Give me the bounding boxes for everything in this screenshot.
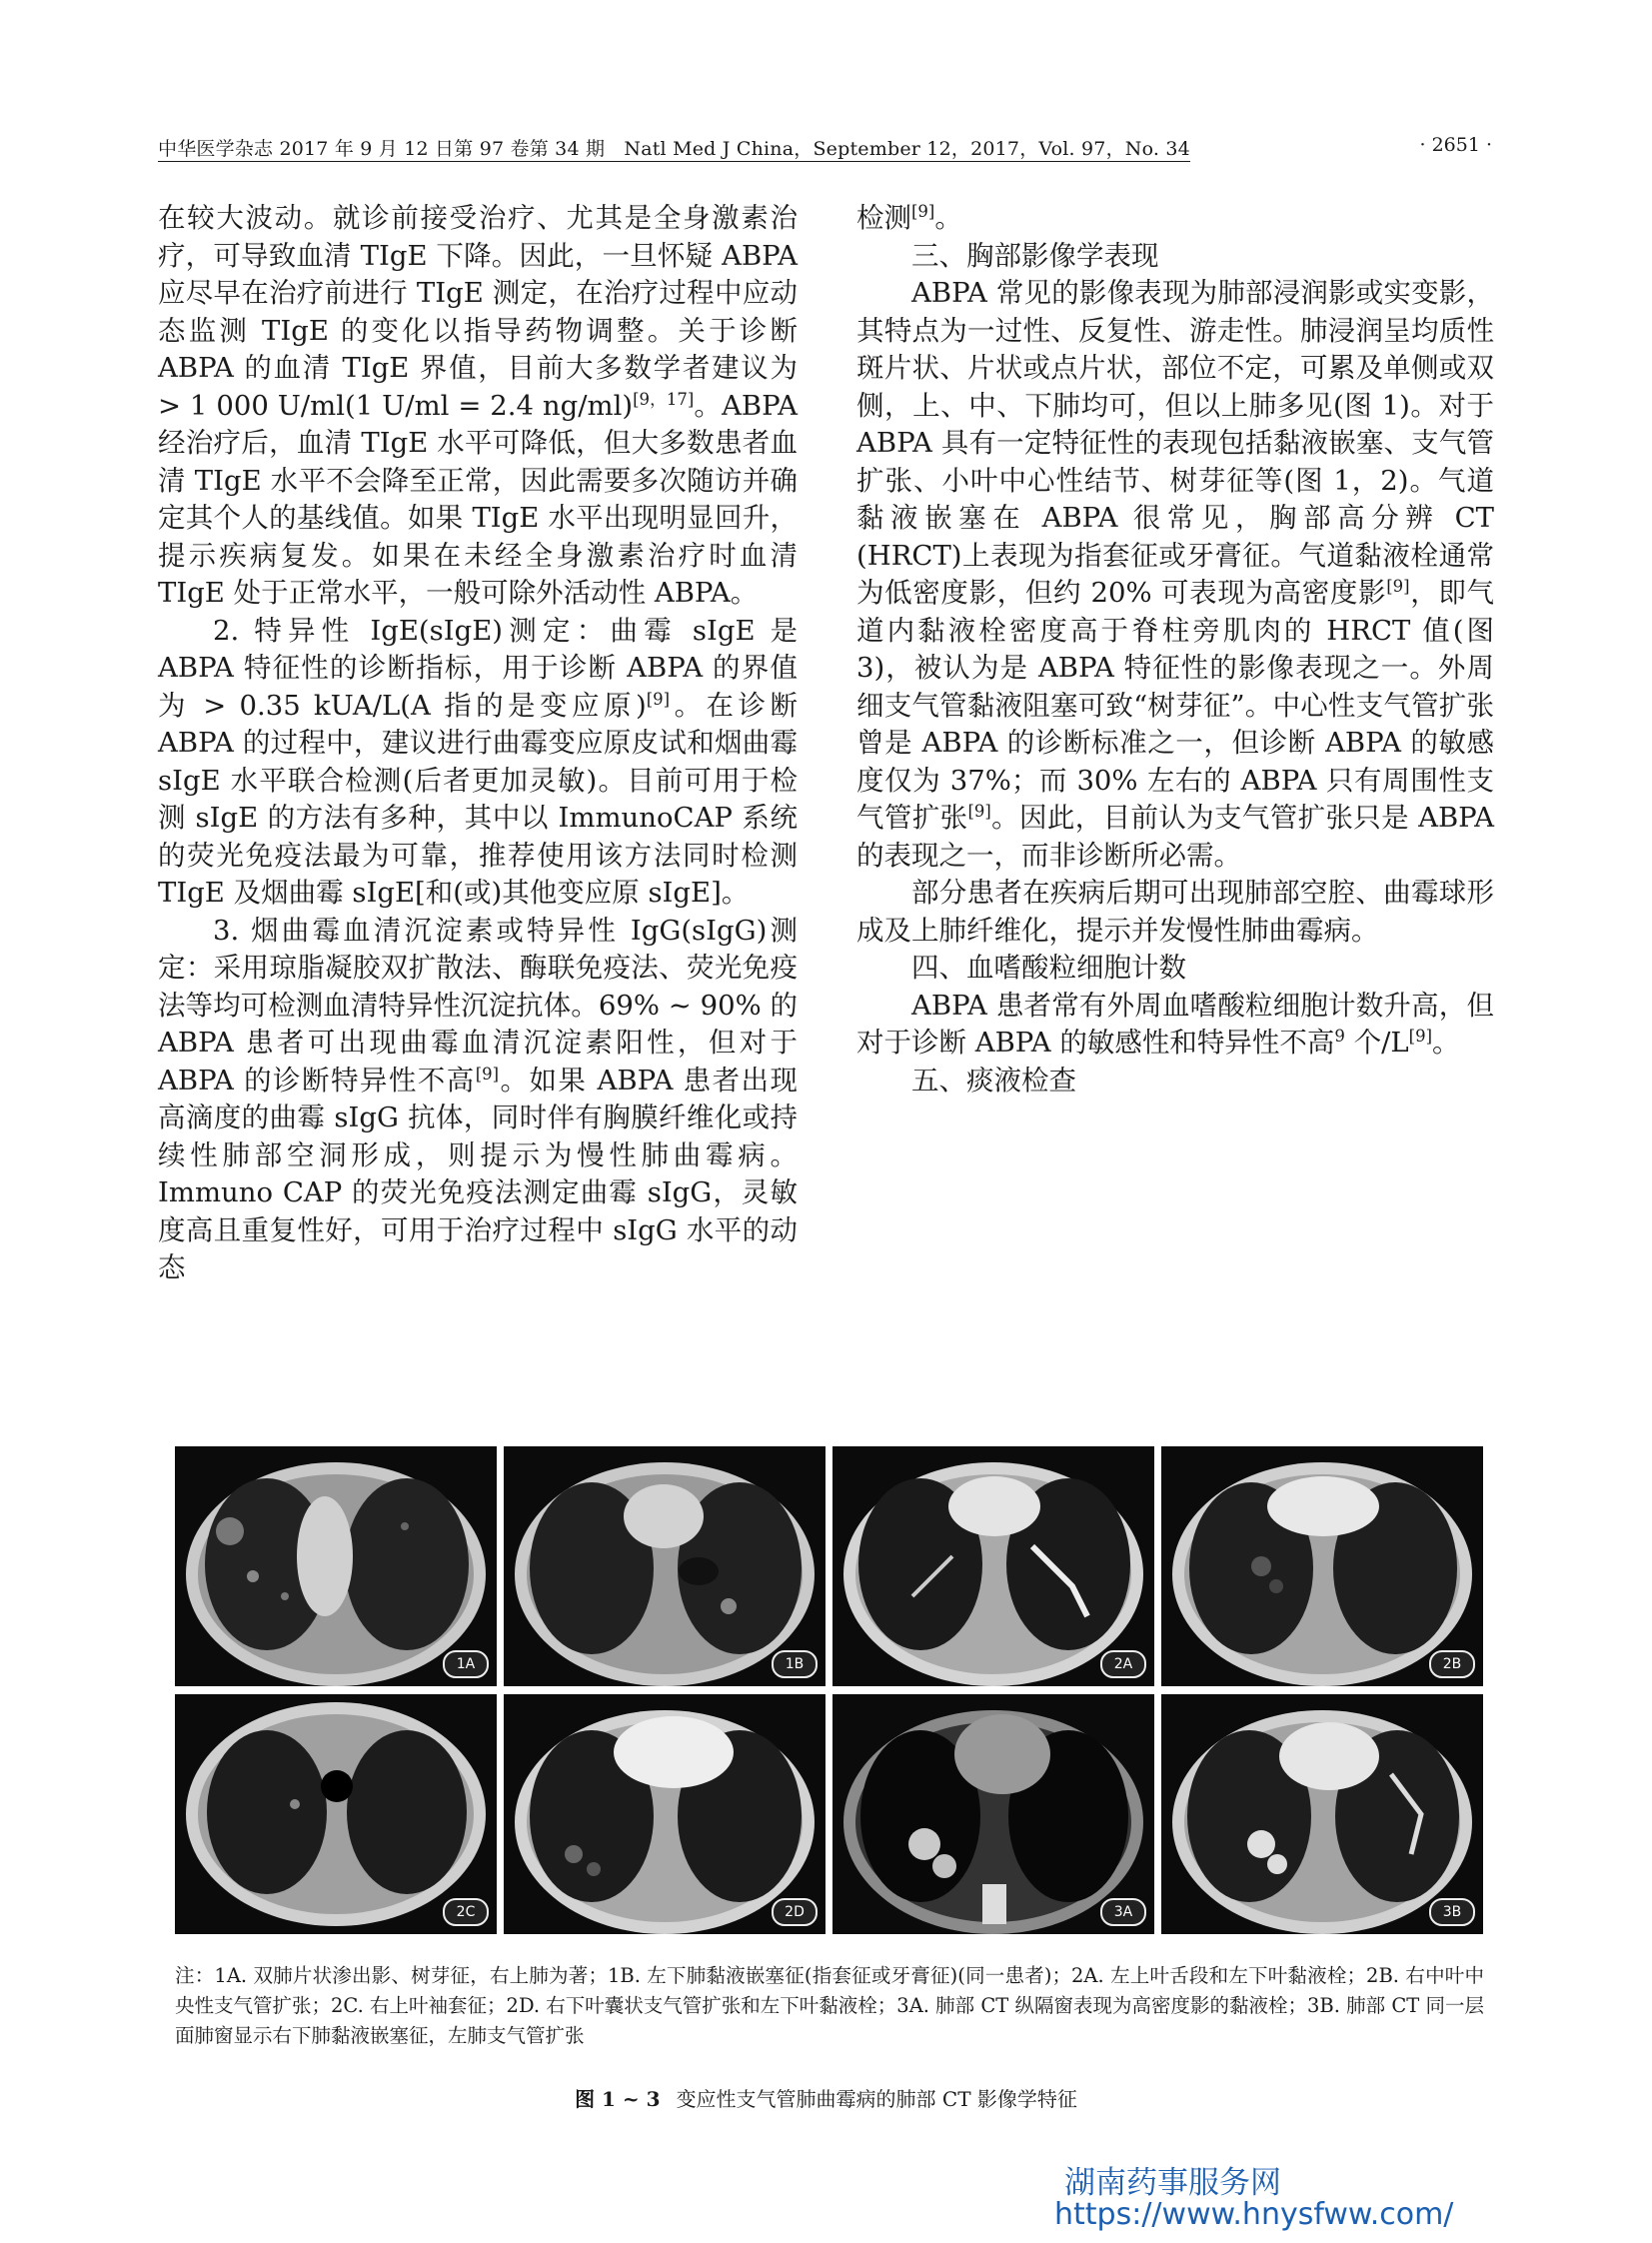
citation: [9]	[967, 801, 991, 821]
section-heading-imaging: 三、胸部影像学表现	[911, 239, 1159, 272]
paragraph-late-stage: 部分患者在疾病后期可出现肺部空腔、曲霉球形成及上肺纤维化，提示并发慢性肺曲霉病。	[856, 877, 1494, 947]
citation: [9]	[1408, 1026, 1433, 1046]
left-column	[158, 200, 798, 1287]
figure-caption	[0, 2083, 1652, 2112]
citation: [9]	[1386, 576, 1410, 596]
ct-figure-grid	[175, 1446, 1484, 1936]
ct-panel-2c	[175, 1694, 497, 1934]
ct-panel-1b	[504, 1446, 826, 1686]
ct-panel-3a	[832, 1694, 1154, 1934]
section-heading-eosinophil: 四、血嗜酸粒细胞计数	[911, 952, 1186, 984]
panel-label: 2C	[443, 1898, 489, 1926]
panel-label: 2A	[1100, 1650, 1146, 1678]
ct-panel-2b	[1161, 1446, 1483, 1686]
paragraph-tige: 在较大波动。就诊前接受治疗、尤其是全身激素治疗，可导致血清 TIgE 下降。因此，一旦怀疑 ABPA 应尽早在治疗前进行 TIgE 测定，在治疗过程中应动态监测 TIgE 的变化以指导药物调整。关于诊断 ABPA 的血清 TIgE 界值，目前大多数学者建议为 > 1 000 U/ml(1 U/ml = 2.4 ng/ml)[9，17]。ABPA 经治疗后，血清 TIgE 水平可降低，但大多数患者血清 TIgE 水平不会降至正常，因此需要多次随访并确定其个人的基线值。如果 TIgE 水平出现明显回升，提示疾病复发。如果在未经全身激素治疗时血清 TIgE 处于正常水平，一般可除外活动性 ABPA。	[158, 202, 798, 609]
citation: [9]	[911, 201, 935, 221]
ct-panel-1a	[175, 1446, 497, 1686]
watermark-site-name: 湖南药事服务网	[1064, 2165, 1281, 2201]
panel-label: 2B	[1429, 1650, 1475, 1678]
ct-scan-image	[175, 1694, 497, 1934]
citation: [9]	[475, 1064, 500, 1084]
panel-label: 3B	[1429, 1898, 1475, 1926]
exponent: 9	[1334, 1026, 1345, 1046]
ct-scan-image	[832, 1694, 1154, 1934]
journal-citation: 中华医学杂志 2017 年 9 月 12 日第 97 卷第 34 期 Natl Med J China，September 12，2017，Vol. 97，No. 34	[158, 138, 1190, 160]
section-heading-sputum: 五、痰液检查	[911, 1064, 1076, 1097]
ct-panel-3b	[1161, 1694, 1483, 1934]
figure-number: 图 1 ~ 3	[575, 2087, 661, 2111]
figure-title: 变应性支气管肺曲霉病的肺部 CT 影像学特征	[676, 2087, 1077, 2111]
paragraph-continuation: 检测[9]。	[856, 201, 962, 234]
right-column	[856, 200, 1494, 1100]
citation: [9，17]	[633, 389, 695, 409]
paragraph-eosinophil: ABPA 患者常有外周血嗜酸粒细胞计数升高，但对于诊断 ABPA 的敏感性和特异性不高$^9$ 个/L[9]。	[856, 989, 1494, 1059]
paragraph-sigg: 3. 烟曲霉血清沉淀素或特异性 IgG(sIgG)测定：采用琼脂凝胶双扩散法、酶联免疫法、荧光免疫法等均可检测血清特异性沉淀抗体。69% ~ 90% 的 ABPA 患者可出现曲霉血清沉淀素阳性，但对于 ABPA 的诊断特异性不高[9]。如果 ABPA 患者出现高滴度的曲霉 sIgG 抗体，同时伴有胸膜纤维化或持续性肺部空洞形成，则提示为慢性肺曲霉病。Immuno CAP 的荧光免疫法测定曲霉 sIgG，灵敏度高且重复性好，可用于治疗过程中 sIgG 水平的动态	[158, 914, 798, 1283]
ct-scan-image	[1161, 1446, 1483, 1686]
citation: [9]	[646, 689, 671, 709]
page-number: · 2651 ·	[1419, 134, 1492, 156]
ct-scan-image	[175, 1446, 497, 1686]
ct-scan-image	[504, 1446, 826, 1686]
panel-label: 3A	[1100, 1898, 1146, 1926]
ct-scan-image	[1161, 1694, 1483, 1934]
ct-panel-2a	[832, 1446, 1154, 1686]
running-header	[158, 132, 1492, 168]
ct-scan-image	[832, 1446, 1154, 1686]
ct-panel-2d	[504, 1694, 826, 1934]
panel-label: 1B	[772, 1650, 818, 1678]
ct-scan-image	[504, 1694, 826, 1934]
figure-notes: 注：1A. 双肺片状渗出影、树芽征，右上肺为著；1B. 左下肺黏液嵌塞征(指套征或牙膏征)(同一患者)；2A. 左上叶舌段和左下叶黏液栓；2B. 右中叶中央性支气管扩张；2C. 右上叶袖套征；2D. 右下叶囊状支气管扩张和左下叶黏液栓；3A. 肺部 CT 纵隔窗表现为高密度影的黏液栓；3B. 肺部 CT 同一层面肺窗显示右下肺黏液嵌塞征，左肺支气管扩张	[175, 1964, 1484, 2047]
paragraph-imaging: ABPA 常见的影像表现为肺部浸润影或实变影，其特点为一过性、反复性、游走性。肺浸润呈均质性斑片状、片状或点片状，部位不定，可累及单侧或双侧，上、中、下肺均可，但以上肺多见(图 1)。对于 ABPA 具有一定特征性的表现包括黏液嵌塞、支气管扩张、小叶中心性结节、树芽征等(图 1，2)。气道黏液嵌塞在 ABPA 很常见，胸部高分辨 CT (HRCT)上表现为指套征或牙膏征。气道黏液栓通常为低密度影，但约 20% 可表现为高密度影[9]，即气道内黏液栓密度高于脊柱旁肌肉的 HRCT 值(图 3)，被认为是 ABPA 特征性的影像表现之一。外周细支气管黏液阻塞可致“树芽征”。中心性支气管扩张曾是 ABPA 的诊断标准之一，但诊断 ABPA 的敏感度仅为 37%；而 30% 左右的 ABPA 只有周围性支气管扩张[9]。因此，目前认为支气管扩张只是 ABPA 的表现之一，而非诊断所必需。	[856, 277, 1495, 872]
paragraph-sige: 2. 特异性 IgE(sIgE)测定：曲霉 sIgE 是 ABPA 特征性的诊断指标，用于诊断 ABPA 的界值为 > 0.35 kUA/L(A 指的是变应原)[9]。在诊断 ABPA 的过程中，建议进行曲霉变应原皮试和烟曲霉 sIgE 水平联合检测(后者更加灵敏)。目前可用于检测 sIgE 的方法有多种，其中以 ImmunoCAP 系统的荧光免疫法最为可靠，推荐使用该方法同时检测 TIgE 及烟曲霉 sIgE[和(或)其他变应原 sIgE]。	[158, 614, 799, 909]
panel-label: 2D	[772, 1898, 818, 1926]
panel-label: 1A	[443, 1650, 489, 1678]
watermark-url[interactable]: https://www.hnysfww.com/	[1054, 2197, 1454, 2232]
